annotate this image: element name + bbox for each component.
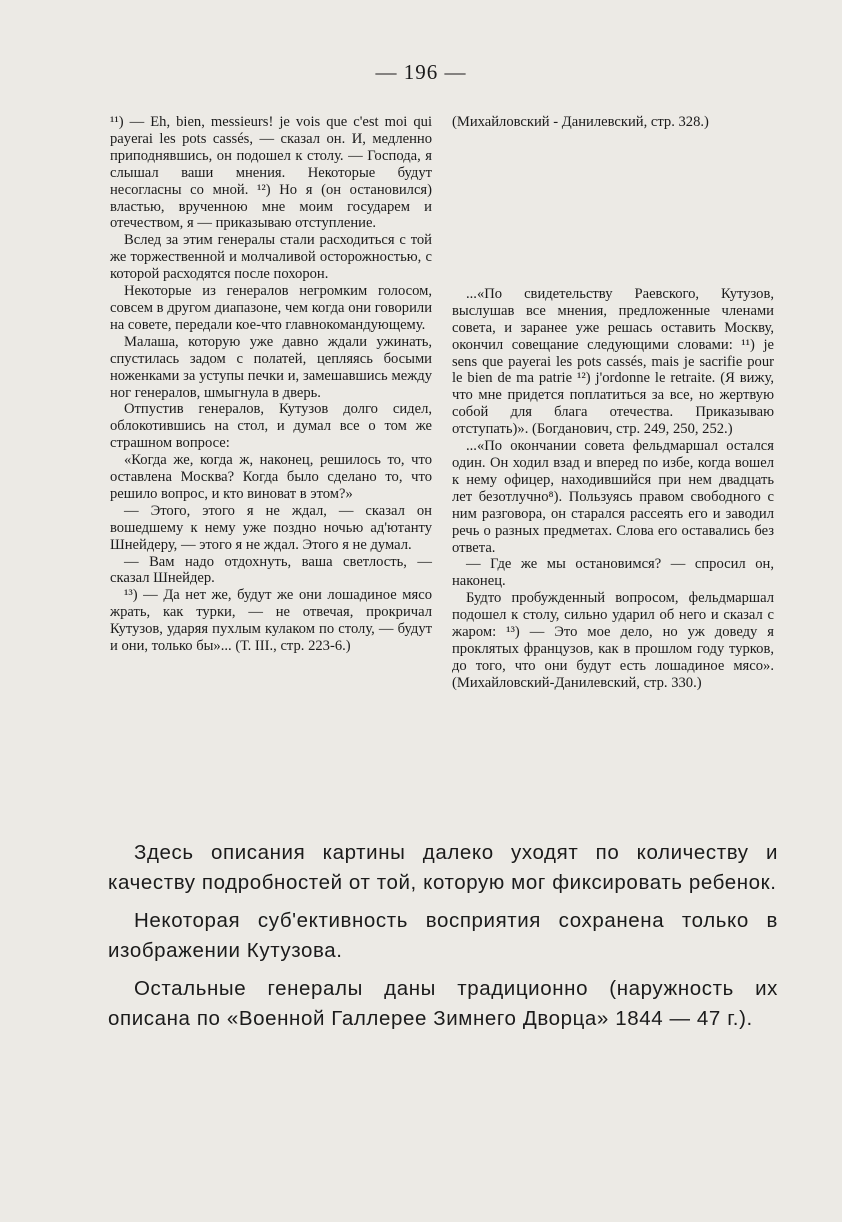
left-paragraph: «Когда же, когда ж, наконец, решилось то, что оставлена Москва? Когда было сделано то, что решило вопрос, и кто виноват в этом?» xyxy=(110,452,432,502)
right-column xyxy=(452,114,774,692)
left-paragraph: ¹¹) — Eh, bien, messieurs! je vois que c'est moi qui payerai les pots cassés, — сказал он. И, медленно приподнявшись, он подошел к столу. — Господа, я слышал ваши мнения. Некоторые будут несогласны со мной. ¹²) Но я (он остановился) властью, врученною мне моим государем и отечеством, я — приказываю отступление. xyxy=(110,114,432,232)
left-column xyxy=(110,114,432,655)
left-paragraph: Отпустив генералов, Кутузов долго сидел, облокотившись на стол, и думал все о том же страшном вопросе: xyxy=(110,401,432,452)
right-source-citation: (Михайловский - Данилевский, стр. 328.) xyxy=(452,114,709,130)
right-paragraph: Будто пробужденный вопросом, фельдмаршал подошел к столу, сильно ударил об него и сказал с жаром: ¹³) — Это мое дело, но уж доведу я проклятых французов, как в прошлом году турков, до того, что они будут есть лошадиное мясо». (Михайловский-Данилевский, стр. 330.) xyxy=(452,590,774,691)
left-paragraph: Некоторые из генералов негромким голосом, совсем в другом диапазоне, чем когда они говорили на совете, передали кое-что главнокомандующему. xyxy=(110,283,432,333)
left-paragraph: Вслед за этим генералы стали расходиться с той же торжественной и молчаливой осторожностью, с которой расходятся после похорон. xyxy=(110,232,432,283)
page-number: — 196 — xyxy=(375,60,467,84)
left-paragraph: — Вам надо отдохнуть, ваша светлость, — сказал Шнейдер. xyxy=(110,553,432,587)
left-paragraph: ¹³) — Да нет же, будут же они лошадиное мясо жрать, как турки, — не отвечая, прокричал Кутузов, ударяя пухлым кулаком по столу, — будут и они, только бы»... (Т. III., стр. 223-6.) xyxy=(110,587,432,655)
commentary-paragraph: Некоторая суб'ективность восприятия сохранена только в изображении Кутузова. xyxy=(108,909,778,962)
left-paragraph: — Этого, этого я не ждал, — сказал он вошедшему к нему уже поздно ночью ад'ютанту Шнейдеру, — этого я не ждал. Этого я не думал. xyxy=(110,502,432,553)
right-paragraph: ...«По свидетельству Раевского, Кутузов, выслушав все мнения, предложенные членами совета, и заранее уже решась оставить Москву, окончил совещание следующими словами: ¹¹) je sens que payerai les pots cassés, mais je sacrifie pour le bien de ma patrie ¹²) j'ordonne le retraite. (Я вижу, что мне придется поплатиться за все, но жертвую собой для блага отечества. Приказываю отступать)». (Богданович, стр. 249, 250, 252.) xyxy=(452,285,774,438)
left-paragraph: Малаша, которую уже давно ждали ужинать, спустилась задом с полатей, цепляясь босыми ноженками за уступы печки и, замешавшись между ног генералов, шмыгнула в дверь. xyxy=(110,333,432,401)
right-paragraph: ...«По окончании совета фельдмаршал остался один. Он ходил взад и вперед по избе, когда вошел к нему офицер, находившийся при нем двадцать лет безотлучно⁸). Пользуясь правом свободного с ним разговора, он старался рассеять его и заводил речь о разных предметах. Слова его оставались без ответа. xyxy=(452,438,774,556)
commentary xyxy=(108,838,778,1042)
right-paragraph: — Где же мы остановимся? — спросил он, наконец. xyxy=(452,556,774,590)
commentary-paragraph: Остальные генералы даны традиционно (наружность их описана по «Военной Галлерее Зимнего Дворца» 1844 — 47 г.). xyxy=(108,977,778,1030)
commentary-paragraph: Здесь описания картины далеко уходят по количеству и качеству подробностей от той, которую мог фиксировать ребенок. xyxy=(108,841,778,894)
column-gap xyxy=(452,131,774,286)
